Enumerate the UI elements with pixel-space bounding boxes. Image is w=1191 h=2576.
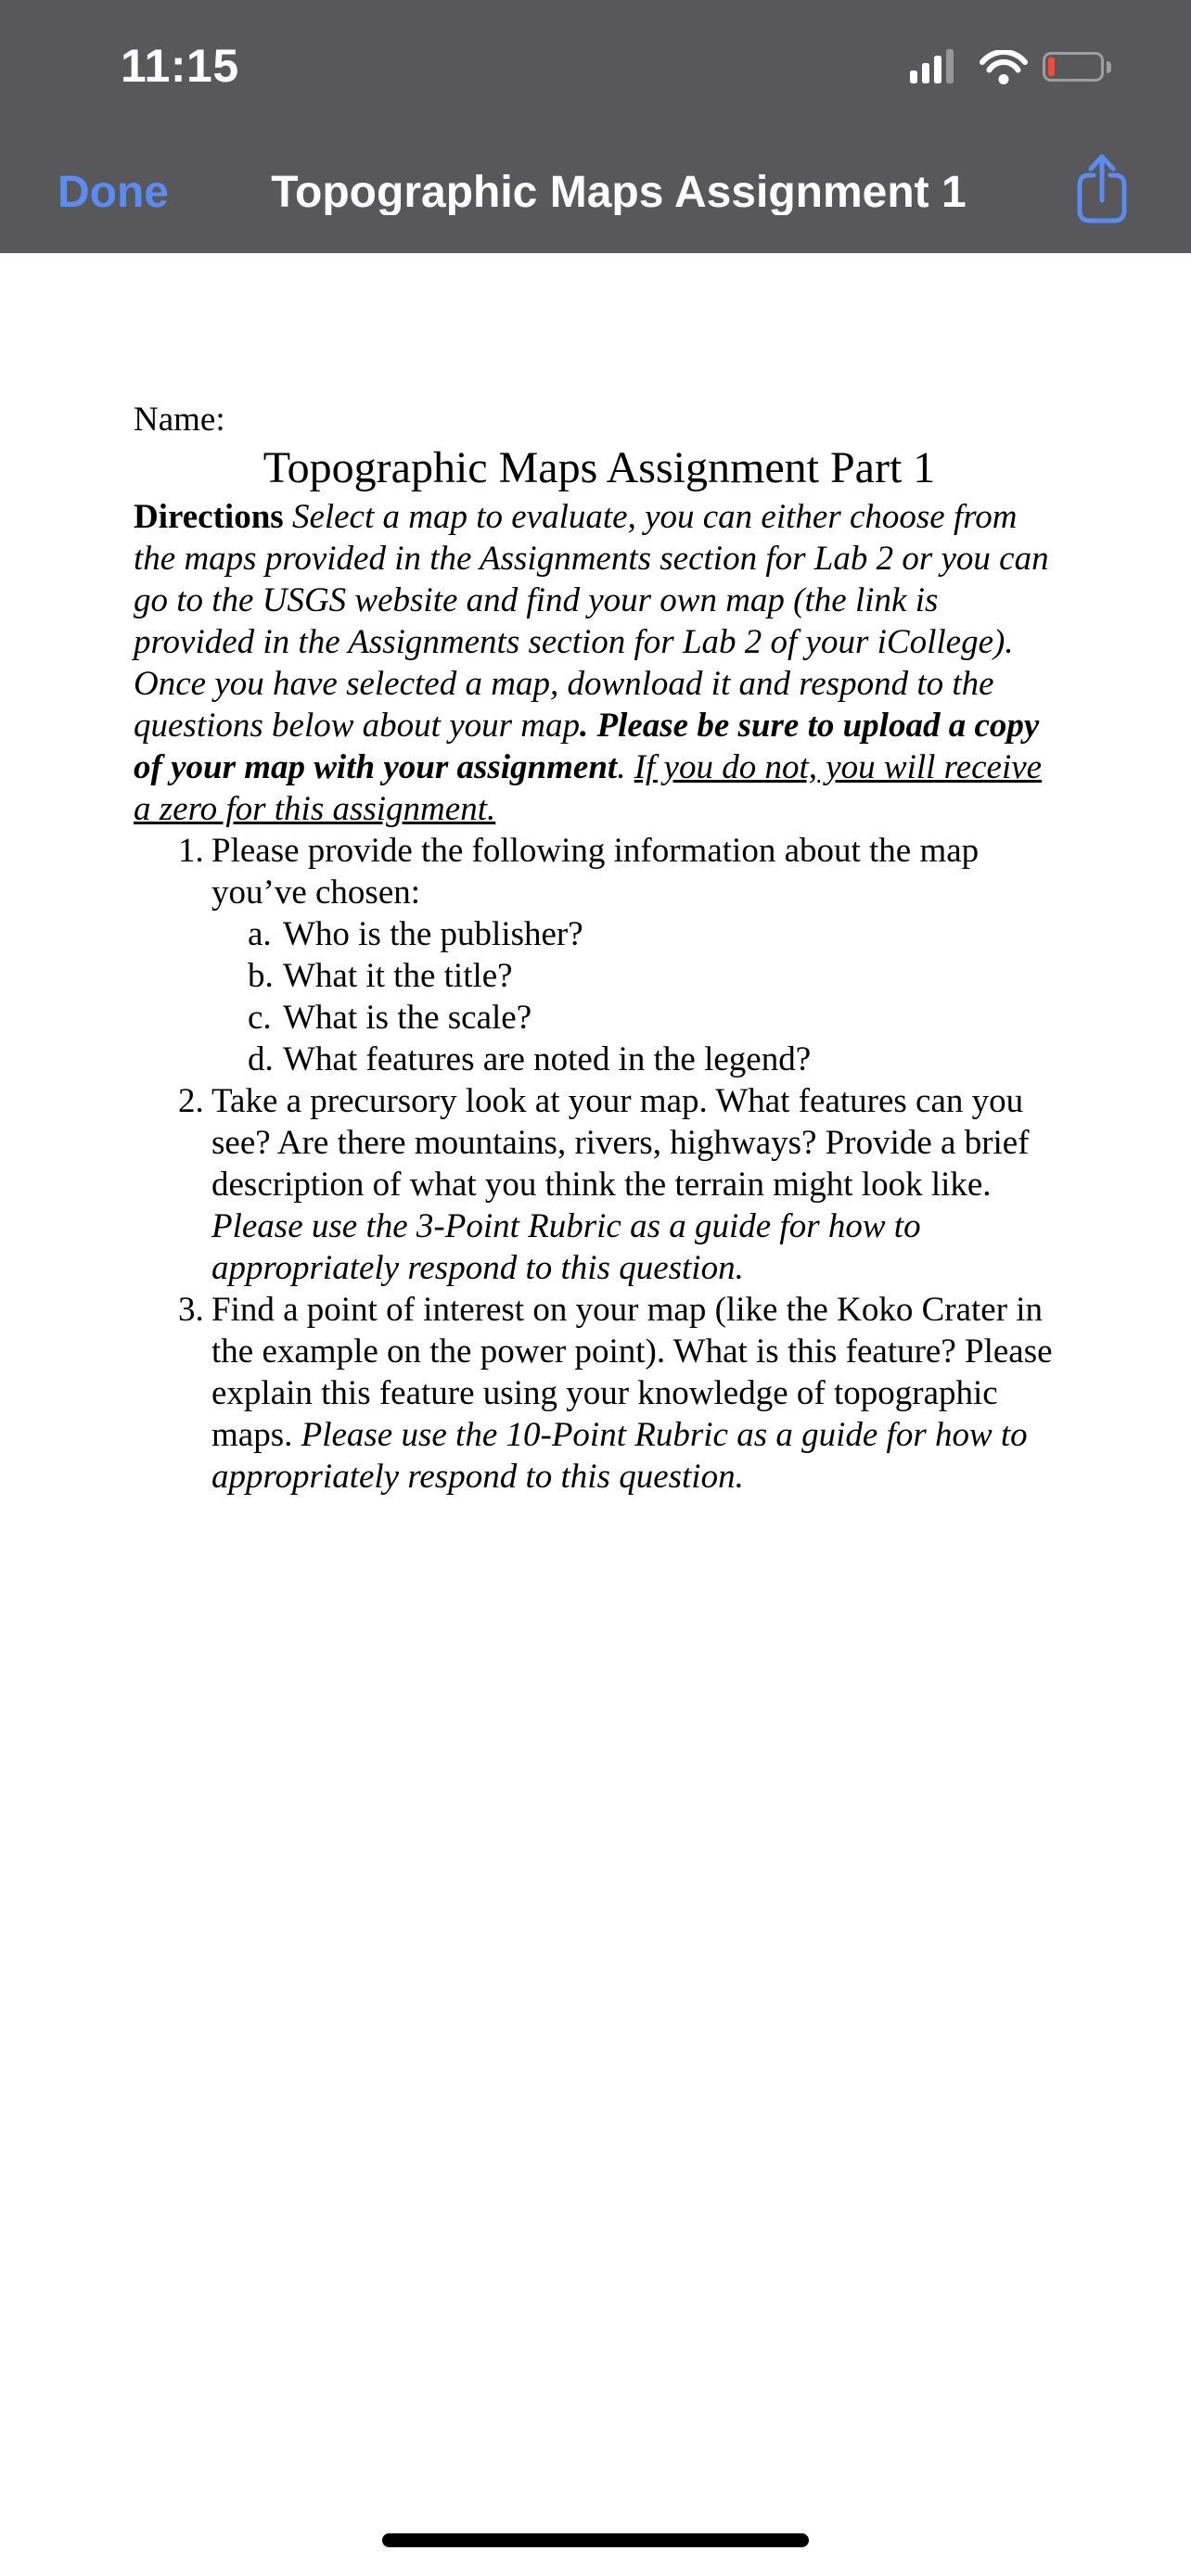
- signal-bar: [934, 56, 941, 83]
- subquestion-letter: a.: [248, 915, 272, 953]
- document-content: [134, 399, 1065, 1498]
- question-text: Take a precursory look at your map. What features can you see? Are there mountains, rivers, highways? Provide a brief description of what you think the terrain might look like.: [211, 1082, 1030, 1204]
- signal-bar-dim: [946, 49, 954, 83]
- done-button[interactable]: Done: [58, 168, 169, 217]
- home-indicator[interactable]: [382, 2533, 809, 2547]
- question-text: Find a point of interest on your map (like the Koko Crater in the example on the power point). What is this feature? Please explain this feature using your knowledge of topographic maps.: [211, 1291, 1053, 1454]
- question-text: Please provide the following information about the map you’ve chosen:: [211, 832, 980, 912]
- question-number: 3.: [178, 1291, 204, 1329]
- directions-warning: If you do not, you will receive a zero for this assignment.: [134, 748, 1043, 828]
- battery-icon: [1043, 52, 1115, 82]
- directions-emphasis: . Please be sure to upload a copy of your map with your assignment: [134, 707, 1040, 786]
- subquestion-letter: b.: [248, 957, 274, 995]
- rubric-note: Please use the 10-Point Rubric as a guide for how to appropriately respond to this question.: [211, 1416, 1028, 1496]
- name-label: Name:: [134, 401, 225, 439]
- battery-nub: [1107, 61, 1111, 73]
- subquestion-d: [211, 1039, 1065, 1080]
- signal-bar: [922, 63, 929, 83]
- header: [0, 0, 1191, 253]
- subquestion-text: What it the title?: [283, 957, 513, 995]
- rubric-note: Please use the 3-Point Rubric as a guide for how to appropriately respond to this question.: [211, 1207, 921, 1287]
- signal-bar: [910, 70, 917, 83]
- document-title: Topographic Maps Assignment Part 1: [263, 443, 936, 492]
- subquestion-text: What features are noted in the legend?: [283, 1040, 812, 1078]
- question-item-1: [134, 830, 1065, 1080]
- subquestion-a: [211, 913, 1065, 955]
- cellular-signal-icon: [910, 49, 956, 83]
- subquestion-c: [211, 997, 1065, 1039]
- nav-title: Topographic Maps Assignment 1: [271, 171, 967, 215]
- directions-paragraph: [134, 496, 1065, 830]
- question-item-2: [134, 1080, 1065, 1289]
- question-item-3: [134, 1289, 1065, 1498]
- subquestion-letter: c.: [248, 999, 272, 1037]
- question-number: 2.: [178, 1082, 204, 1120]
- subquestion-text: What is the scale?: [283, 999, 532, 1037]
- subquestion-letter: d.: [248, 1040, 274, 1078]
- subquestion-b: [211, 955, 1065, 997]
- directions-intro: Select a map to evaluate, you can either choose from the maps provided in the Assignments section for Lab 2 or you can go to the USGS website and find your own map (the link is provided in the Assignments section for Lab 2 of your iCollege). Once you have selected a map, download it and respond to the questions below about your map: [134, 498, 1049, 745]
- battery-level-indicator: [1048, 57, 1055, 76]
- subquestion-text: Who is the publisher?: [283, 915, 583, 953]
- document-page: [0, 253, 1191, 2576]
- wifi-icon: [980, 50, 1028, 90]
- status-time: 11:15: [121, 40, 239, 92]
- share-icon: [1074, 214, 1130, 228]
- share-button[interactable]: [1069, 147, 1135, 230]
- question-number: 1.: [178, 832, 204, 870]
- directions-separator: .: [617, 748, 634, 786]
- directions-label: Directions: [134, 498, 292, 536]
